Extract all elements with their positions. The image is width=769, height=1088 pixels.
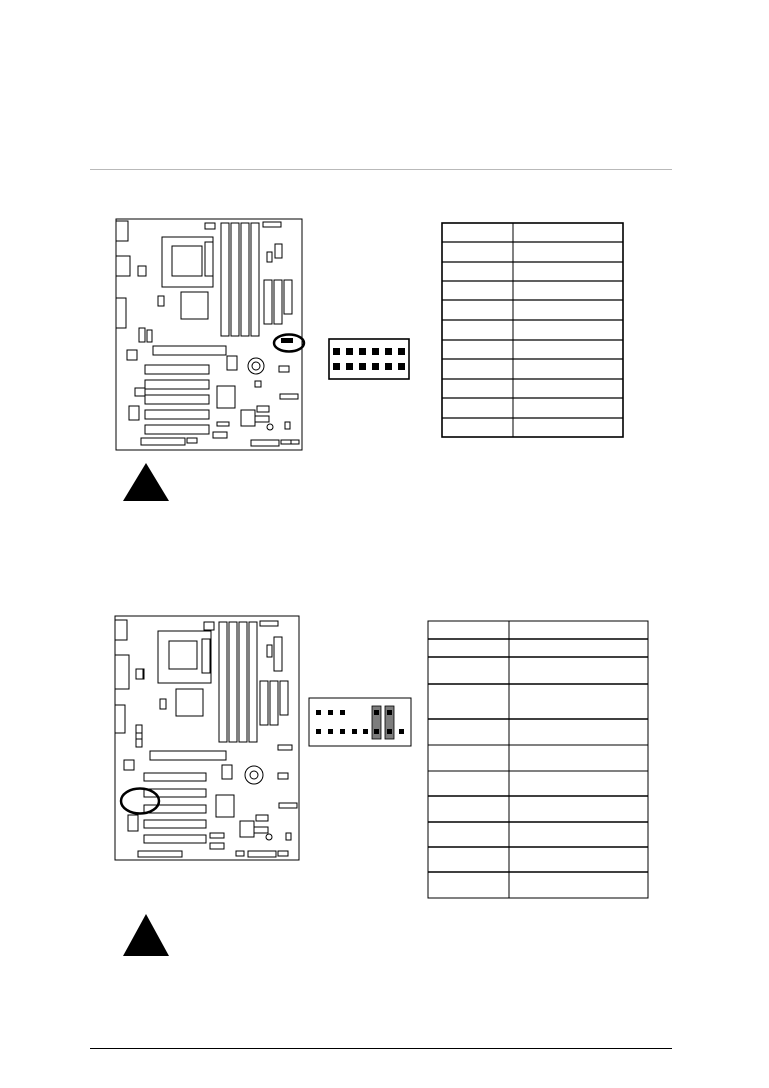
warning-triangle-icon (122, 462, 170, 502)
top-rule (90, 169, 672, 170)
connector-highlight-2 (119, 786, 161, 816)
pin-assignment-table-1 (441, 222, 625, 439)
motherboard-diagram-2 (114, 615, 300, 861)
pin-header-diagram-1 (328, 338, 410, 380)
pin-assignment-table-2 (427, 620, 650, 900)
connector-highlight-1 (272, 332, 306, 354)
pin-header-diagram-2 (308, 697, 412, 747)
warning-triangle-icon (122, 913, 170, 957)
bottom-rule (90, 1048, 672, 1049)
